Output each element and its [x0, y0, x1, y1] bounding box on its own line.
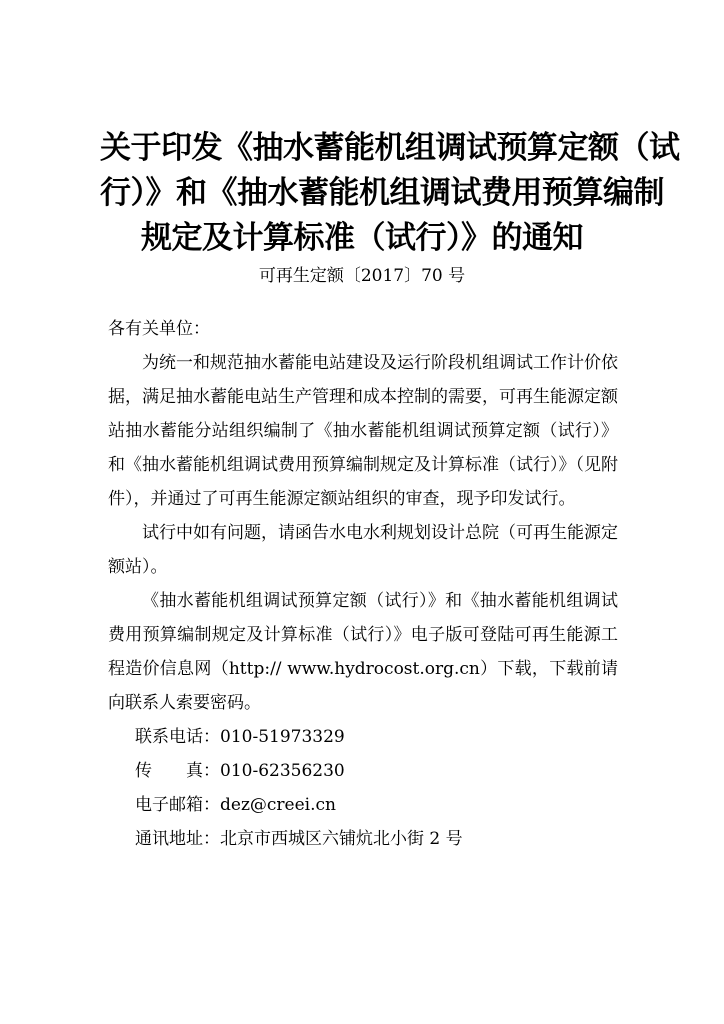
fax-label-second: 真： — [186, 761, 220, 781]
paragraph-feedback: 试行中如有问题，请函告水电水利规划设计总院（可再生能源定额站）。 — [108, 523, 618, 577]
paragraph-download: 《抽水蓄能机组调试预算定额（试行）》和《抽水蓄能机组调试费用预算编制规定及计算标准（试行）》电子版可登陆可再生能源工程造价信息网（http:// www.hydrocost.org.cn）下载，下载前请向联系人索要密码。 — [108, 591, 618, 713]
fax-label-first: 传 — [135, 761, 152, 781]
phone-label: 联系电话： — [135, 727, 220, 747]
address-label: 通讯地址： — [135, 829, 220, 849]
fax-label — [135, 754, 220, 788]
contact-phone — [108, 720, 618, 754]
document-number: 可再生定额〔2017〕70 号 — [258, 266, 466, 286]
address-value: 北京市西城区六铺炕北小街 2 号 — [220, 829, 463, 849]
phone-value: 010-51973329 — [220, 727, 345, 747]
document-body — [108, 312, 618, 856]
salutation: 各有关单位： — [108, 319, 210, 339]
email-value: dez@creei.cn — [220, 795, 336, 815]
contact-address — [108, 822, 618, 856]
document-title — [100, 126, 680, 261]
fax-value: 010-62356230 — [220, 761, 345, 781]
contact-email — [108, 788, 618, 822]
title-line-3: 规定及计算标准（试行）》的通知 — [141, 220, 583, 256]
paragraph-purpose: 为统一和规范抽水蓄能电站建设及运行阶段机组调试工作计价依据，满足抽水蓄能电站生产管理和成本控制的需要，可再生能源定额站抽水蓄能分站组织编制了《抽水蓄能机组调试预算定额（试行）》和《抽水蓄能机组调试费用预算编制规定及计算标准（试行）》（见附件），并通过了可再生能源定额站组织的审查，现予印发试行。 — [108, 353, 618, 509]
title-line-2: 行）》和《抽水蓄能机组调试费用预算编制 — [100, 175, 664, 211]
title-line-1: 关于印发《抽水蓄能机组调试预算定额（试 — [100, 130, 680, 166]
email-label: 电子邮箱： — [135, 795, 220, 815]
contact-fax — [108, 754, 618, 788]
